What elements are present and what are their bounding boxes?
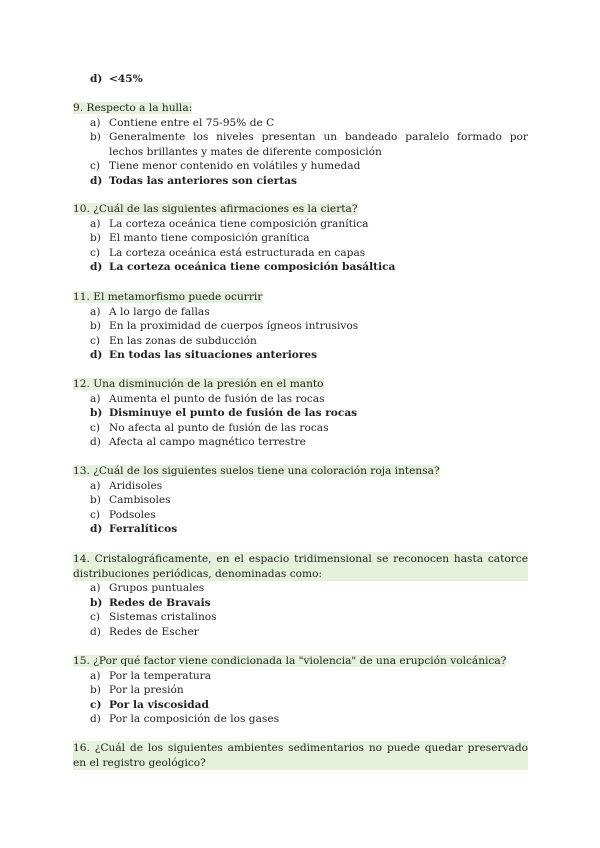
option-letter: c) (90, 246, 101, 259)
option-text: A lo largo de fallas (109, 305, 210, 318)
option-text: La corteza oceánica tiene composición basáltica (109, 261, 396, 274)
option-letter: b) (90, 596, 103, 609)
option-d (73, 435, 528, 450)
option-d (73, 174, 528, 189)
option-c (73, 610, 528, 625)
question-16 (73, 741, 528, 770)
option-text: Ferralíticos (109, 523, 178, 536)
option-a (73, 479, 528, 494)
question-title: 11. El metamorfismo puede ocurrir (73, 291, 263, 303)
question-9 (73, 101, 528, 189)
option-letter: d) (90, 73, 103, 85)
option-b (73, 406, 528, 421)
question-title: 9. Respecto a la hulla: (73, 102, 193, 114)
question-11 (73, 290, 528, 363)
option-letter: d) (90, 713, 101, 726)
option-c (73, 698, 528, 713)
option-letter: d) (90, 625, 101, 638)
option-letter: b) (90, 232, 101, 245)
option-letter: a) (90, 217, 101, 230)
option-text: En las zonas de subducción (109, 334, 257, 347)
option-letter: c) (90, 160, 101, 173)
option-text: Cambisoles (109, 494, 171, 507)
option-text: Tiene menor contenido en volátiles y humedad (109, 160, 361, 173)
option-letter: a) (90, 305, 101, 318)
option-text: En la proximidad de cuerpos ígneos intrusivos (109, 320, 359, 333)
option-letter: d) (90, 174, 103, 187)
option-letter: b) (90, 320, 101, 333)
option-letter: d) (90, 436, 101, 449)
question-13 (73, 464, 528, 537)
option-letter: a) (90, 669, 101, 682)
option-a (73, 392, 528, 407)
option-d (73, 260, 528, 275)
option-text: Aridisoles (109, 479, 163, 492)
option-b (73, 130, 528, 159)
option-text: Todas las anteriores son ciertas (109, 174, 297, 187)
option-text: El manto tiene composición granítica (109, 232, 310, 245)
option-text: Generalmente los niveles presentan un bandeado paralelo formado por lechos brillantes y mates de diferente composición (109, 131, 528, 158)
option-a (73, 305, 528, 320)
option-d (73, 625, 528, 640)
question-title: 13. ¿Cuál de los siguientes suelos tiene una coloración roja intensa? (73, 465, 440, 477)
option-d (73, 522, 528, 537)
question-title: 15. ¿Por qué factor viene condicionada la "violencia" de una erupción volcánica? (73, 655, 507, 667)
option-text: La corteza oceánica está estructurada en capas (109, 246, 366, 259)
option-text: Disminuye el punto de fusión de las rocas (109, 407, 358, 420)
option-text: Redes de Escher (109, 625, 199, 638)
option-b (73, 493, 528, 508)
option-letter: b) (90, 684, 101, 697)
option-letter: a) (90, 479, 101, 492)
option-letter: b) (90, 407, 103, 420)
question-title: 10. ¿Cuál de las siguientes afirmaciones es la cierta? (73, 203, 358, 215)
option-b (73, 683, 528, 698)
option-letter: c) (90, 698, 102, 711)
option-letter: d) (90, 261, 103, 274)
option-text: No afecta al punto de fusión de las rocas (109, 421, 329, 434)
option-letter: b) (90, 494, 101, 507)
option-c (73, 421, 528, 436)
option-a (73, 669, 528, 684)
option-text: Afecta al campo magnético terrestre (109, 436, 306, 449)
option-c (73, 246, 528, 261)
option-text: Redes de Bravais (109, 596, 211, 609)
option-letter: c) (90, 421, 101, 434)
option-letter: d) (90, 523, 103, 536)
option-text: Grupos puntuales (109, 582, 205, 595)
option-letter: a) (90, 116, 101, 129)
option-b (73, 231, 528, 246)
option-text: Aumenta el punto de fusión de las rocas (109, 392, 325, 405)
option-text: Contiene entre el 75-95% de C (109, 116, 275, 129)
option-letter: c) (90, 611, 101, 624)
option-text: Podsoles (109, 508, 156, 521)
option-text: Por la presión (109, 684, 184, 697)
option-letter: a) (90, 392, 101, 405)
option-text: Por la temperatura (109, 669, 212, 682)
option-c (73, 159, 528, 174)
option-c (73, 508, 528, 523)
option-letter: a) (90, 582, 101, 595)
option-letter: c) (90, 334, 101, 347)
option-d (73, 712, 528, 727)
option-b (73, 319, 528, 334)
option-a (73, 217, 528, 232)
option-text: En todas las situaciones anteriores (109, 349, 318, 362)
question-title: 12. Una disminución de la presión en el manto (73, 378, 324, 390)
option-text: La corteza oceánica tiene composición granítica (109, 217, 369, 230)
option-text: Por la composición de los gases (109, 713, 280, 726)
option-c (73, 334, 528, 349)
option-d (73, 348, 528, 363)
option-text: <45% (109, 73, 143, 85)
option-letter: c) (90, 508, 101, 521)
option-text: Sistemas cristalinos (109, 611, 217, 624)
option-letter: b) (90, 131, 101, 144)
option-b (73, 596, 528, 611)
question-title: 16. ¿Cuál de los siguientes ambientes sedimentarios no puede quedar preservado en el registro geológico? (73, 742, 528, 769)
question-10 (73, 202, 528, 275)
option-a (73, 116, 528, 131)
question-12 (73, 377, 528, 450)
option-text: Por la viscosidad (109, 698, 209, 711)
answer-option-continued (73, 72, 528, 87)
question-14 (73, 552, 528, 640)
option-d (73, 72, 528, 87)
question-title: 14. Cristalográficamente, en el espacio tridimensional se reconocen hasta catorce distribuciones periódicas, denominadas como: (73, 553, 528, 580)
option-letter: d) (90, 349, 103, 362)
option-a (73, 581, 528, 596)
question-15 (73, 654, 528, 727)
